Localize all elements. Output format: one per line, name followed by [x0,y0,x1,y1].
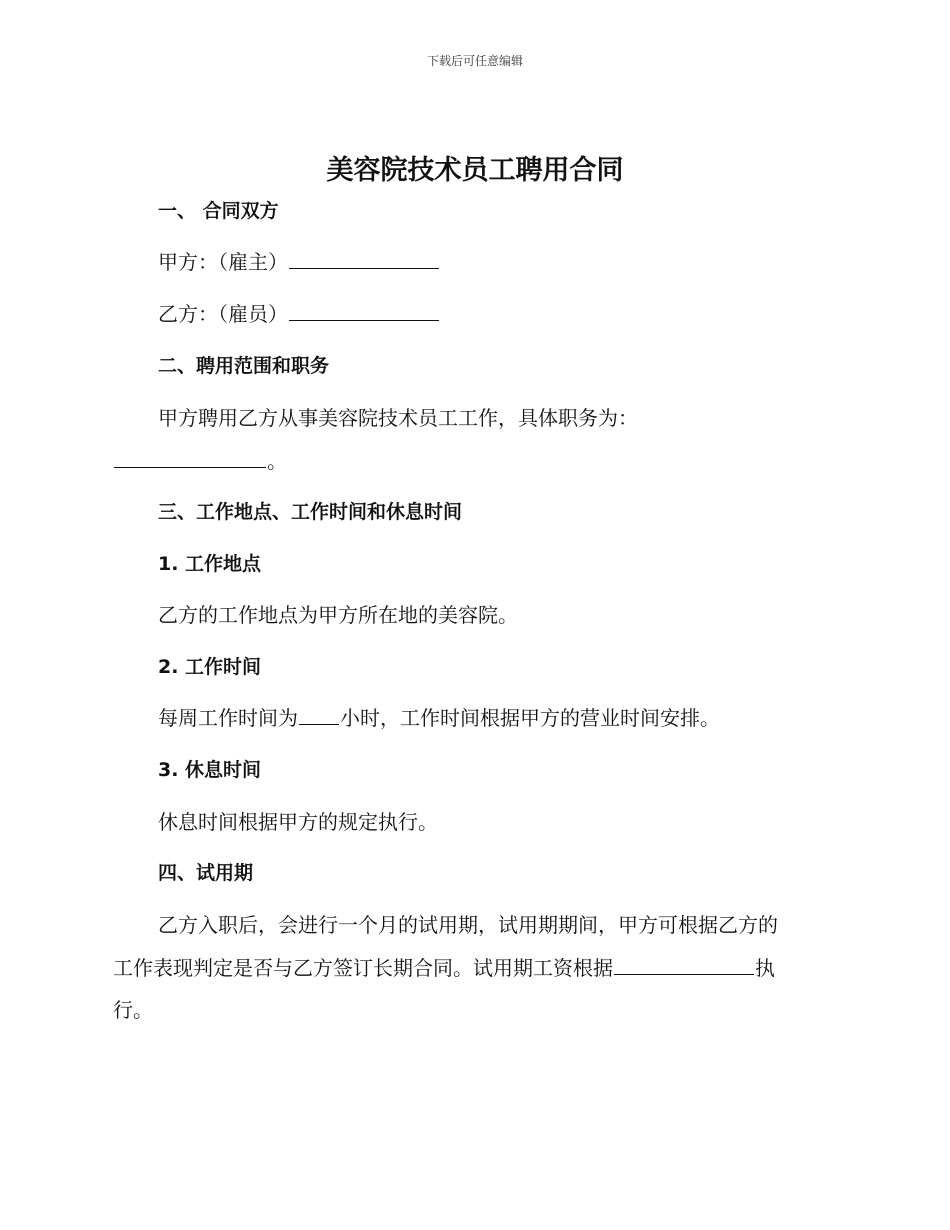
duty-blank[interactable] [114,447,266,468]
section-3-heading: 三、工作地点、工作时间和休息时间 [158,501,463,523]
section-3-2-heading: 2. 工作时间 [158,656,262,678]
section-3-3-heading: 3. 休息时间 [158,759,262,781]
section-4-line-1: 乙方入职后，会进行一个月的试用期，试用期期间，甲方可根据乙方的 [158,913,778,937]
section-2-duty-line [113,447,287,475]
work-hours-pre: 每周工作时间为 [158,706,298,730]
party-b-line [158,300,440,328]
section-2-end-mark: 。 [267,449,287,473]
work-hours-blank[interactable] [299,704,339,725]
party-b-label: 乙方：（雇员） [158,302,288,326]
party-a-blank[interactable] [289,248,439,269]
section-3-2-text [158,704,720,732]
probation-pay-post: 执 [755,956,775,980]
section-1-heading: 一、 合同双方 [158,200,279,222]
party-a-line [158,248,440,276]
section-4-heading: 四、试用期 [158,862,254,884]
section-2-heading: 二、聘用范围和职务 [158,355,330,377]
party-b-blank[interactable] [289,300,439,321]
probation-pay-blank[interactable] [614,954,754,975]
page-header-note: 下载后可任意编辑 [426,54,523,68]
work-hours-post: 小时，工作时间根据甲方的营业时间安排。 [340,706,720,730]
section-2-text: 甲方聘用乙方从事美容院技术员工工作，具体职务为： [158,406,638,430]
probation-pay-pre: 工作表现判定是否与乙方签订长期合同。试用期工资根据 [113,956,613,980]
section-4-line-3: 行。 [113,998,153,1022]
document-title: 美容院技术员工聘用合同 [326,155,624,186]
section-3-3-text: 休息时间根据甲方的规定执行。 [158,810,438,834]
party-a-label: 甲方：（雇主） [158,250,288,274]
section-4-line-2 [113,954,775,982]
section-3-1-text: 乙方的工作地点为甲方所在地的美容院。 [158,603,518,627]
section-3-1-heading: 1. 工作地点 [158,553,262,575]
